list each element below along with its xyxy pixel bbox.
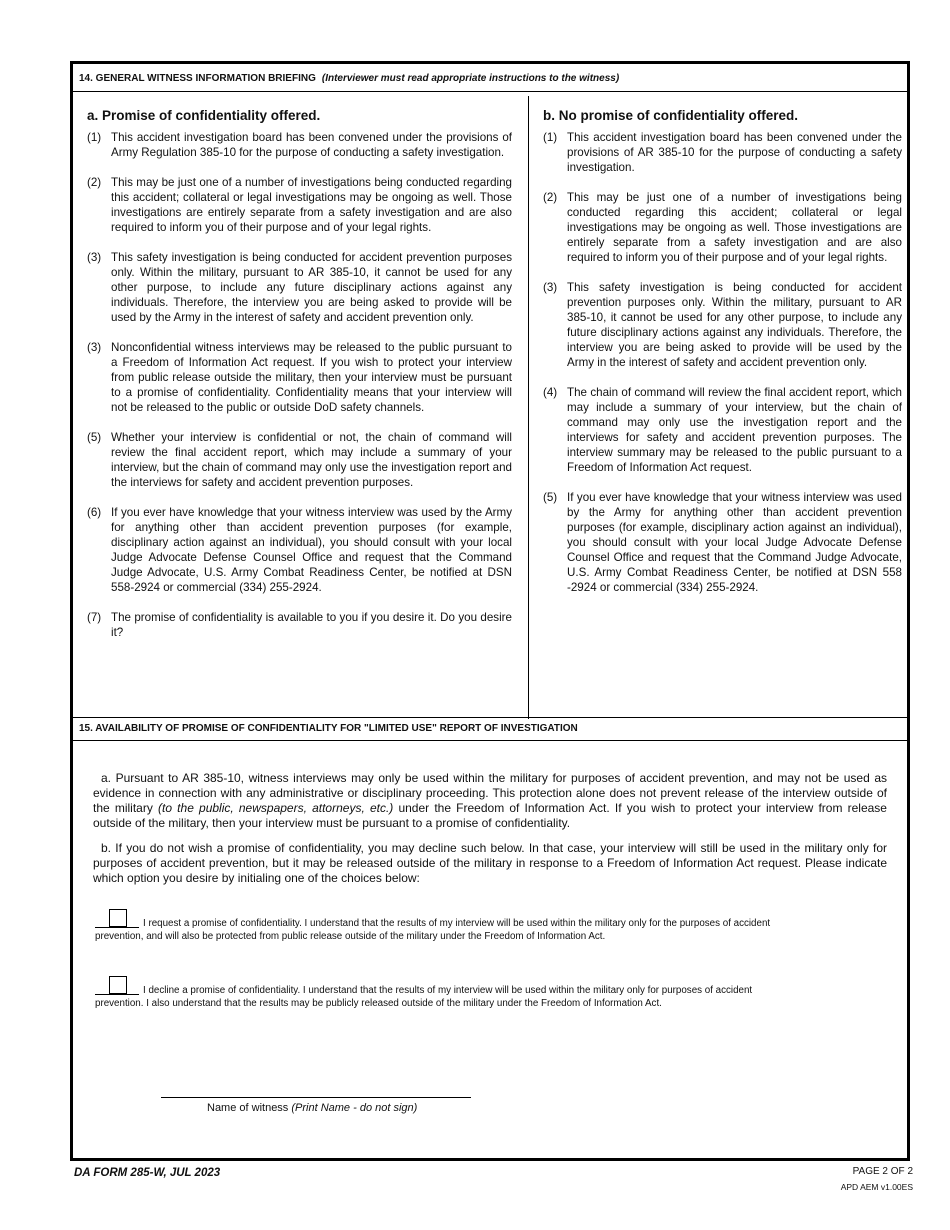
item-number: (1) xyxy=(543,131,558,144)
page-number: PAGE 2 OF 2 xyxy=(852,1166,913,1177)
section-14-title: 14. GENERAL WITNESS INFORMATION BRIEFING xyxy=(79,73,316,84)
initial-line xyxy=(95,915,139,928)
request-checkbox[interactable] xyxy=(109,909,127,927)
decline-checkbox[interactable] xyxy=(109,976,127,994)
item-number: (2) xyxy=(87,176,102,189)
item-number: (2) xyxy=(543,191,558,204)
choice-decline-text: I decline a promise of confidentiality. I understand that the results of my interview will be used within the military only for purposes of accident prevention. I also understand that the results may be publicly released outside of the military under the Freedom of Information Act. xyxy=(95,985,753,1009)
list-item xyxy=(85,610,512,640)
item-text: This may be just one of a number of investigations being conducted regarding this accident; collateral or legal investigations may be ongoing as well. Those investigations are entirely separate from a safety investigation and are also required to inform you of their purpose and of your legal rights. xyxy=(567,191,902,264)
witness-label-text: Name of witness xyxy=(207,1102,292,1114)
list-item xyxy=(85,430,512,490)
item-text: The promise of confidentiality is available to you if you desire it. Do you desire it? xyxy=(111,611,512,639)
form-id: DA FORM 285-W, JUL 2023 xyxy=(74,1167,221,1179)
item-number: (5) xyxy=(87,431,102,444)
list-item xyxy=(541,190,902,265)
column-b-heading: b. No promise of confidentiality offered. xyxy=(543,108,799,123)
item-text: If you ever have knowledge that your witness interview was used by the Army for anything other than accident prevention purposes (for example, disciplinary action against an individual), you should consult with your local Judge Advocate Defense Counsel Office and request that the Command Judge Advocate, U.S. Army Combat Readiness Center, be notified at DSN 558-2924 or commercial (334) 255-2924. xyxy=(111,506,512,594)
item-number: (3) xyxy=(87,251,102,264)
list-item xyxy=(85,250,512,325)
section-15-body xyxy=(73,741,907,896)
paragraph-a-text-end: under the Freedom of Information Act. If you wish to protect your interview from release outside of the military, then your interview must be pursuant to a promise of confidentiality. xyxy=(93,801,887,830)
paragraph-a-text: a. Pursuant to AR 385-10, witness interviews may only be used within the military for purposes of accident prevention, and may not be used as evidence in connection with any administrative or disciplinary proceeding. This protection alone does not prevent release of the interview outside of the military xyxy=(93,771,887,815)
item-number: (3) xyxy=(87,341,102,354)
list-item xyxy=(85,505,512,595)
item-text: This accident investigation board has been convened under the provisions of AR 385-10 for the purpose of conducting a safety investigation. xyxy=(567,131,902,174)
item-text: If you ever have knowledge that your witness interview was used by the Army for anything other than accident prevention purposes (for example, disciplinary action against an individual), you should consult with your local Judge Advocate Defense Counsel Office and request that the Command Judge Advocate, U.S. Army Combat Readiness Center, be notified at DSN 558 -2924 or commercial (334) 255-2924. xyxy=(567,491,902,594)
choice-request-confidentiality xyxy=(95,915,775,943)
list-item xyxy=(541,280,902,370)
choice-decline-confidentiality xyxy=(95,982,775,1010)
item-number: (1) xyxy=(87,131,102,144)
item-text: This accident investigation board has been convened under the provisions of Army Regulation 385-10 for the purpose of conducting a safety investigation. xyxy=(111,131,512,159)
list-item xyxy=(541,130,902,175)
initial-line xyxy=(95,982,139,995)
list-item xyxy=(85,175,512,235)
list-item xyxy=(541,385,902,475)
item-number: (6) xyxy=(87,506,102,519)
section-15-title: 15. AVAILABILITY OF PROMISE OF CONFIDENTIALITY FOR "LIMITED USE" REPORT OF INVESTIGATION xyxy=(79,723,578,734)
choice-request-text: I request a promise of confidentiality. I understand that the results of my interview will be used within the military only for the purposes of accident prevention, and will also be protected from public release outside of the military under the Freedom of Information Act. xyxy=(95,918,771,942)
item-text: This safety investigation is being conducted for accident prevention purposes only. Within the military, pursuant to AR 385-10, it cannot be used for any other purpose, to include any future disciplinary actions against any individuals. Therefore, the interview you are being asked to provide will be used by the Army in the interest of safety and accident prevention only. xyxy=(567,281,902,369)
paragraph-a-italic: (to the public, newspapers, attorneys, etc.) xyxy=(158,801,394,815)
list-item xyxy=(541,490,902,595)
item-text: The chain of command will review the final accident report, which may include a summary of your interview, but the chain of command may only use the investigation report and the interviews for safety and accident prevention purposes. The interview summary may be released to the public pursuant to a Freedom of Information Act request. xyxy=(567,386,902,474)
paragraph-a xyxy=(93,771,887,831)
item-text: Nonconfidential witness interviews may be released to the public pursuant to a Freedom of Information Act request. If you wish to protect your interview from public release outside the military, then your interview must be pursuant to a promise of confidentiality. Confidentiality means that your interview will not be released to the public or outside DoD safety channels. xyxy=(111,341,512,414)
list-item xyxy=(85,340,512,415)
column-confidential xyxy=(73,96,529,719)
item-text: Whether your interview is confidential or not, the chain of command will review the final accident report, which may include a summary of your interview, but the chain of command may only use the investigation report and the interviews for safety and accident prevention purposes. xyxy=(111,431,512,489)
witness-label-hint: (Print Name - do not sign) xyxy=(291,1102,418,1114)
column-a-list xyxy=(85,130,512,640)
item-text: This may be just one of a number of investigations being conducted regarding this accident; collateral or legal investigations may be ongoing as well. Those investigations are entirely separate from a safety investigation and are also required to inform you of their purpose and of your legal rights. xyxy=(111,176,512,234)
witness-name-field[interactable] xyxy=(161,1097,471,1098)
item-number: (3) xyxy=(543,281,558,294)
form-page xyxy=(70,61,910,1161)
list-item xyxy=(85,130,512,160)
section-15-header xyxy=(73,717,907,741)
item-number: (5) xyxy=(543,491,558,504)
item-number: (4) xyxy=(543,386,558,399)
column-no-confidential xyxy=(529,96,910,719)
witness-name-label xyxy=(207,1102,417,1114)
paragraph-b: b. If you do not wish a promise of confidentiality, you may decline such below. In that case, your interview will still be used in the military only for purposes of accident prevention, but it may be released outside of the military in response to a Freedom of Information Act request. Please indicate which option you desire by initialing one of the choices below: xyxy=(93,841,887,885)
column-b-list xyxy=(541,130,902,595)
version-label: APD AEM v1.00ES xyxy=(840,1182,913,1192)
item-number: (7) xyxy=(87,611,102,624)
column-a-heading: a. Promise of confidentiality offered. xyxy=(87,108,321,123)
item-text: This safety investigation is being conducted for accident prevention purposes only. Within the military, pursuant to AR 385-10, it cannot be used for any other purpose, to include any future disciplinary actions against any individuals. Therefore, the interview you are being asked to provide will be used by the Army in the interest of safety and accident prevention only. xyxy=(111,251,512,324)
section-14-header xyxy=(73,64,907,92)
section-14-instruction: (Interviewer must read appropriate instructions to the witness) xyxy=(321,73,620,84)
